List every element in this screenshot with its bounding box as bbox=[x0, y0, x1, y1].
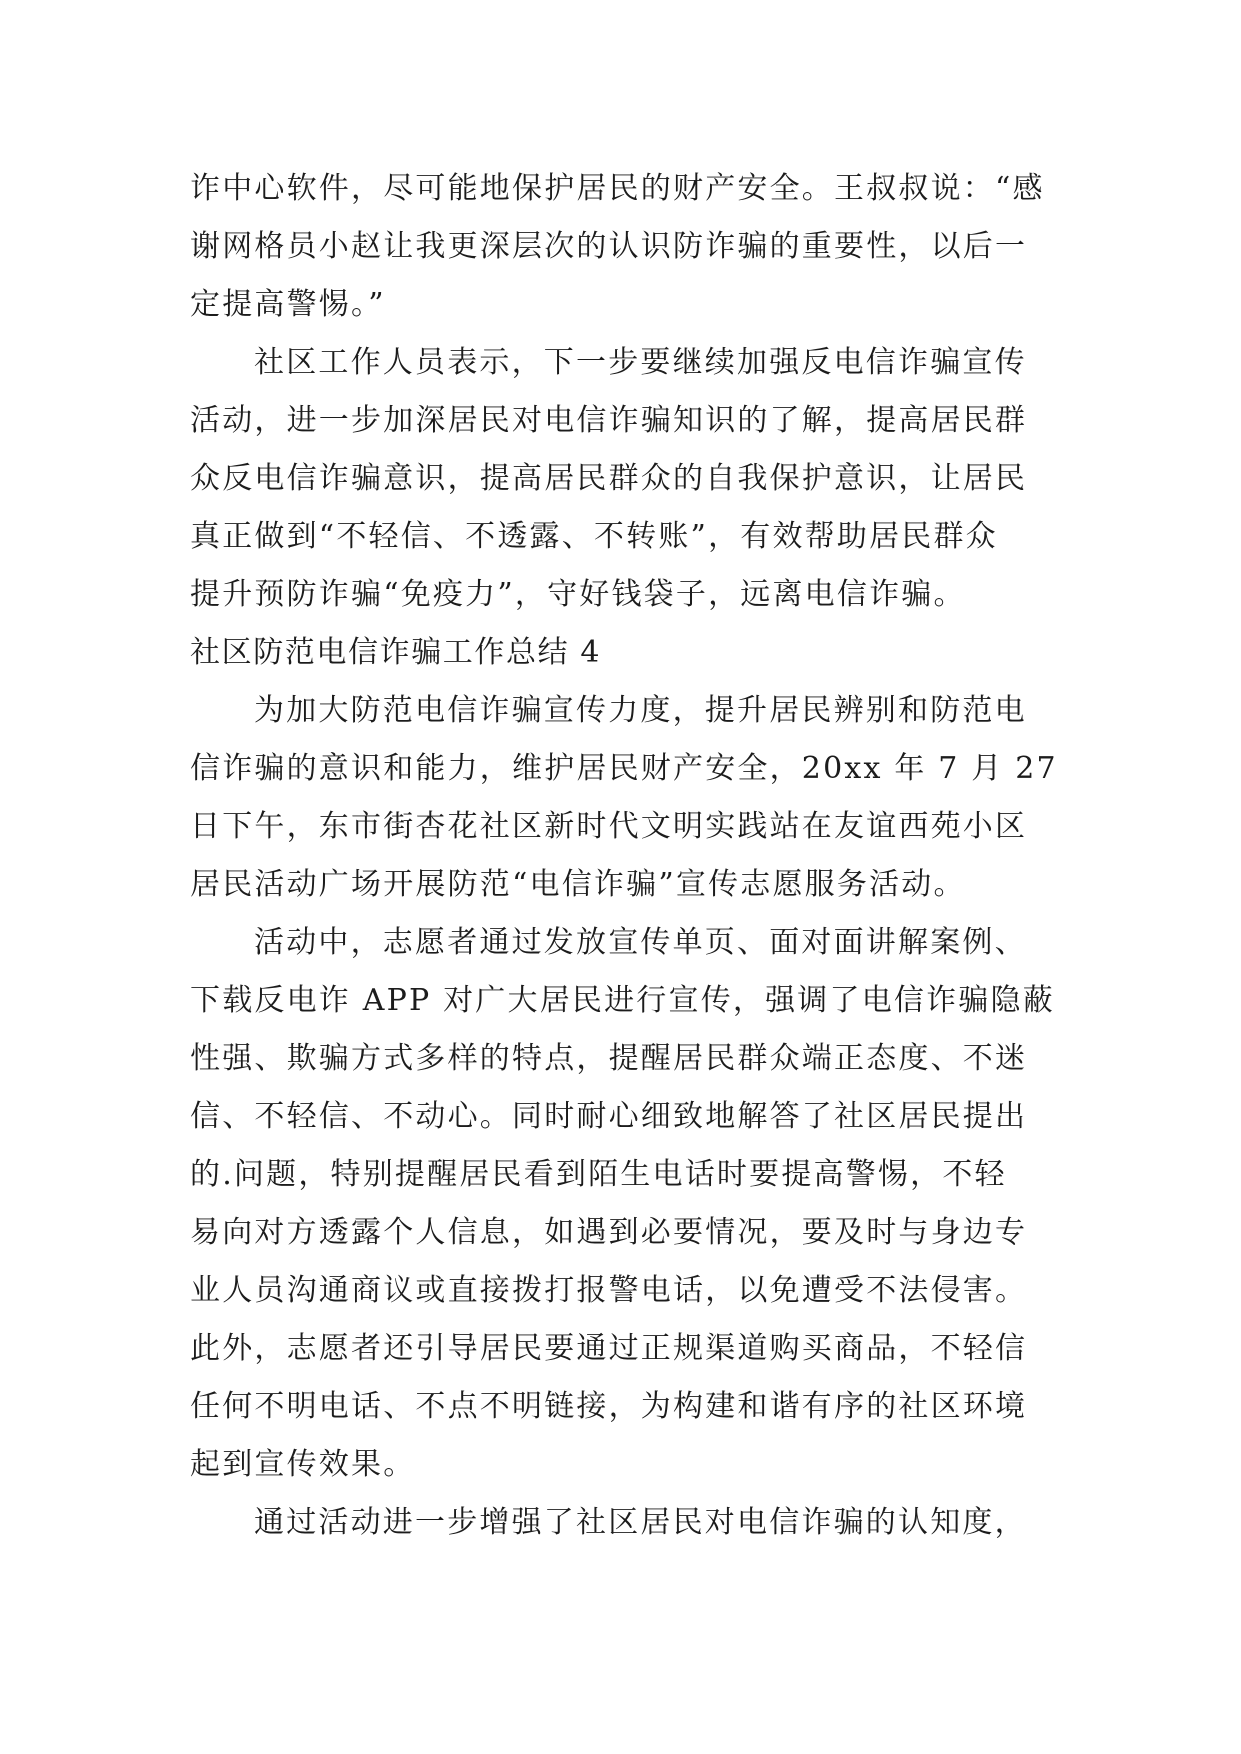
paragraph-line: 提升预防诈骗“免疫力”，守好钱袋子，远离电信诈骗。 bbox=[190, 577, 966, 612]
paragraph-line: 此外，志愿者还引导居民要通过正规渠道购买商品，不轻信 bbox=[190, 1331, 1028, 1366]
paragraph-line: 居民活动广场开展防范“电信诈骗”宣传志愿服务活动。 bbox=[190, 867, 966, 902]
paragraph-line: 为加大防范电信诈骗宣传力度，提升居民辨别和防范电 bbox=[254, 693, 1027, 728]
paragraph-line: 任何不明电话、不点不明链接，为构建和谐有序的社区环境 bbox=[190, 1389, 1028, 1424]
paragraph-line: 业人员沟通商议或直接拨打报警电话，以免遭受不法侵害。 bbox=[190, 1273, 1028, 1308]
paragraph-line: 信、不轻信、不动心。同时耐心细致地解答了社区居民提出 bbox=[190, 1099, 1028, 1134]
paragraph-line: 起到宣传效果。 bbox=[190, 1447, 416, 1482]
document-body bbox=[190, 160, 1070, 1552]
paragraph-line: 活动，进一步加深居民对电信诈骗知识的了解，提高居民群 bbox=[190, 403, 1028, 438]
paragraph-line: 下载反电诈 APP 对广大居民进行宣传，强调了电信诈骗隐蔽 bbox=[190, 983, 1055, 1018]
paragraph-line: 通过活动进一步增强了社区居民对电信诈骗的认知度， bbox=[254, 1505, 1027, 1540]
paragraph-line: 性强、欺骗方式多样的特点，提醒居民群众端正态度、不迷 bbox=[190, 1041, 1028, 1076]
section-heading: 社区防范电信诈骗工作总结 4 bbox=[190, 635, 602, 670]
paragraph-line: 真正做到“不轻信、不透露、不转账”，有效帮助居民群众 bbox=[190, 519, 998, 554]
paragraph-line: 日下午，东市街杏花社区新时代文明实践站在友谊西苑小区 bbox=[190, 809, 1028, 844]
paragraph-line: 定提高警惕。” bbox=[190, 287, 386, 322]
paragraph-line: 众反电信诈骗意识，提高居民群众的自我保护意识，让居民 bbox=[190, 461, 1028, 496]
paragraph-line: 的.问题，特别提醒居民看到陌生电话时要提高警惕，不轻 bbox=[190, 1157, 1007, 1192]
paragraph-line: 谢网格员小赵让我更深层次的认识防诈骗的重要性，以后一 bbox=[190, 229, 1028, 264]
paragraph-line: 信诈骗的意识和能力，维护居民财产安全，20xx 年 7 月 27 bbox=[190, 751, 1058, 786]
paragraph-line: 活动中，志愿者通过发放宣传单页、面对面讲解案例、 bbox=[254, 925, 1027, 960]
paragraph-line: 易向对方透露个人信息，如遇到必要情况，要及时与身边专 bbox=[190, 1215, 1028, 1250]
paragraph-line: 诈中心软件，尽可能地保护居民的财产安全。王叔叔说：“感 bbox=[190, 171, 1045, 206]
paragraph-line: 社区工作人员表示，下一步要继续加强反电信诈骗宣传 bbox=[254, 345, 1027, 380]
